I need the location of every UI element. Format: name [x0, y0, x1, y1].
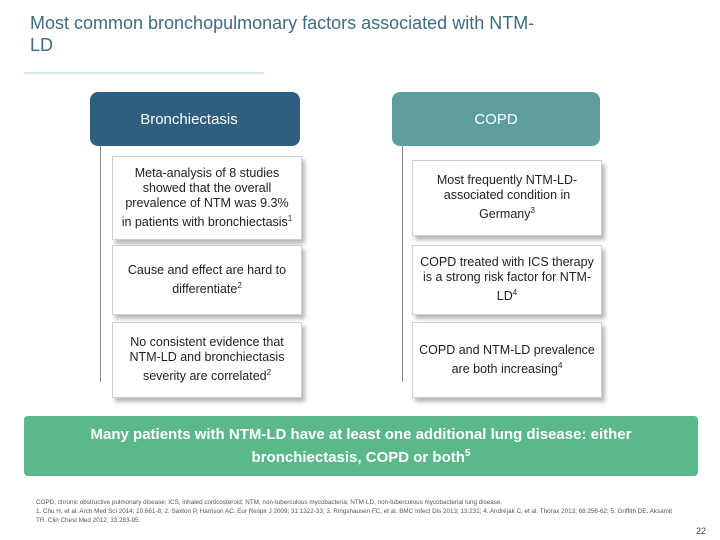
card-text: COPD treated with ICS therapy is a strong risk factor for NTM-LD: [420, 255, 594, 304]
copd-header-label: COPD: [474, 110, 518, 128]
card-text: Most frequently NTM-LD-associated condition in Germany: [436, 173, 578, 222]
left-connector-line: [100, 146, 101, 382]
copd-header: [392, 92, 600, 146]
right-connector-line: [402, 146, 403, 382]
card-ref: 2: [266, 368, 272, 378]
card-text: No consistent evidence that NTM-LD and bronchiectasis severity are correlated: [129, 335, 285, 384]
card-text: COPD and NTM-LD prevalence are both increasing: [419, 342, 595, 377]
bronchiectasis-card-1: [112, 156, 302, 240]
card-ref: 4: [557, 360, 563, 370]
copd-card-2: [412, 245, 602, 315]
card-ref: 3: [530, 206, 535, 216]
bronchiectasis-header: [90, 92, 300, 146]
key-message-banner: [24, 416, 698, 476]
slide-title: Most common bronchopulmonary factors associated with NTM-LD: [30, 13, 535, 55]
footnote-references: 1. Chu H, et al. Arch Med Sci 2014; 10:661-8; 2. Saxton P, Harrison AC. Eur Respir J 2009; 31:1322-33; 3. Ringshausen FC, et al. BMC Infect Dis 2013; 13:231; 4. Andréjak C, et al. Thorax 2013; 68:256-62; 5. Griffith DE, Aksamit TR. Clin Chest Med 2012; 33:283-95.: [36, 508, 672, 524]
footnote: [36, 498, 676, 525]
card-ref: 1: [287, 213, 293, 223]
card-ref: 2: [237, 280, 242, 290]
card-ref: 4: [512, 288, 518, 298]
footnote-abbreviations: COPD, chronic obstructive pulmonary disease; ICS, inhaled corticosteroid; NTM, non-tuberculous mycobacteria; NTM-LD, non-tuberculous mycobacterial lung disease.: [36, 499, 503, 506]
bronchiectasis-card-3: [112, 322, 302, 398]
bronchiectasis-header-label: Bronchiectasis: [140, 110, 238, 128]
banner-text: Many patients with NTM-LD have at least one additional lung disease: either bronchiectasis, COPD or both: [90, 426, 632, 466]
copd-card-1: [412, 160, 602, 236]
banner-ref: 5: [464, 448, 471, 459]
title-divider: [24, 72, 264, 74]
page-number: 22: [695, 526, 706, 536]
bronchiectasis-card-2: [112, 245, 302, 315]
copd-card-3: [412, 322, 602, 398]
card-text: Meta-analysis of 8 studies showed that the overall prevalence of NTM was 9.3% in patients with bronchiectasis: [121, 165, 289, 230]
card-text: Cause and effect are hard to differentiate: [127, 262, 287, 297]
